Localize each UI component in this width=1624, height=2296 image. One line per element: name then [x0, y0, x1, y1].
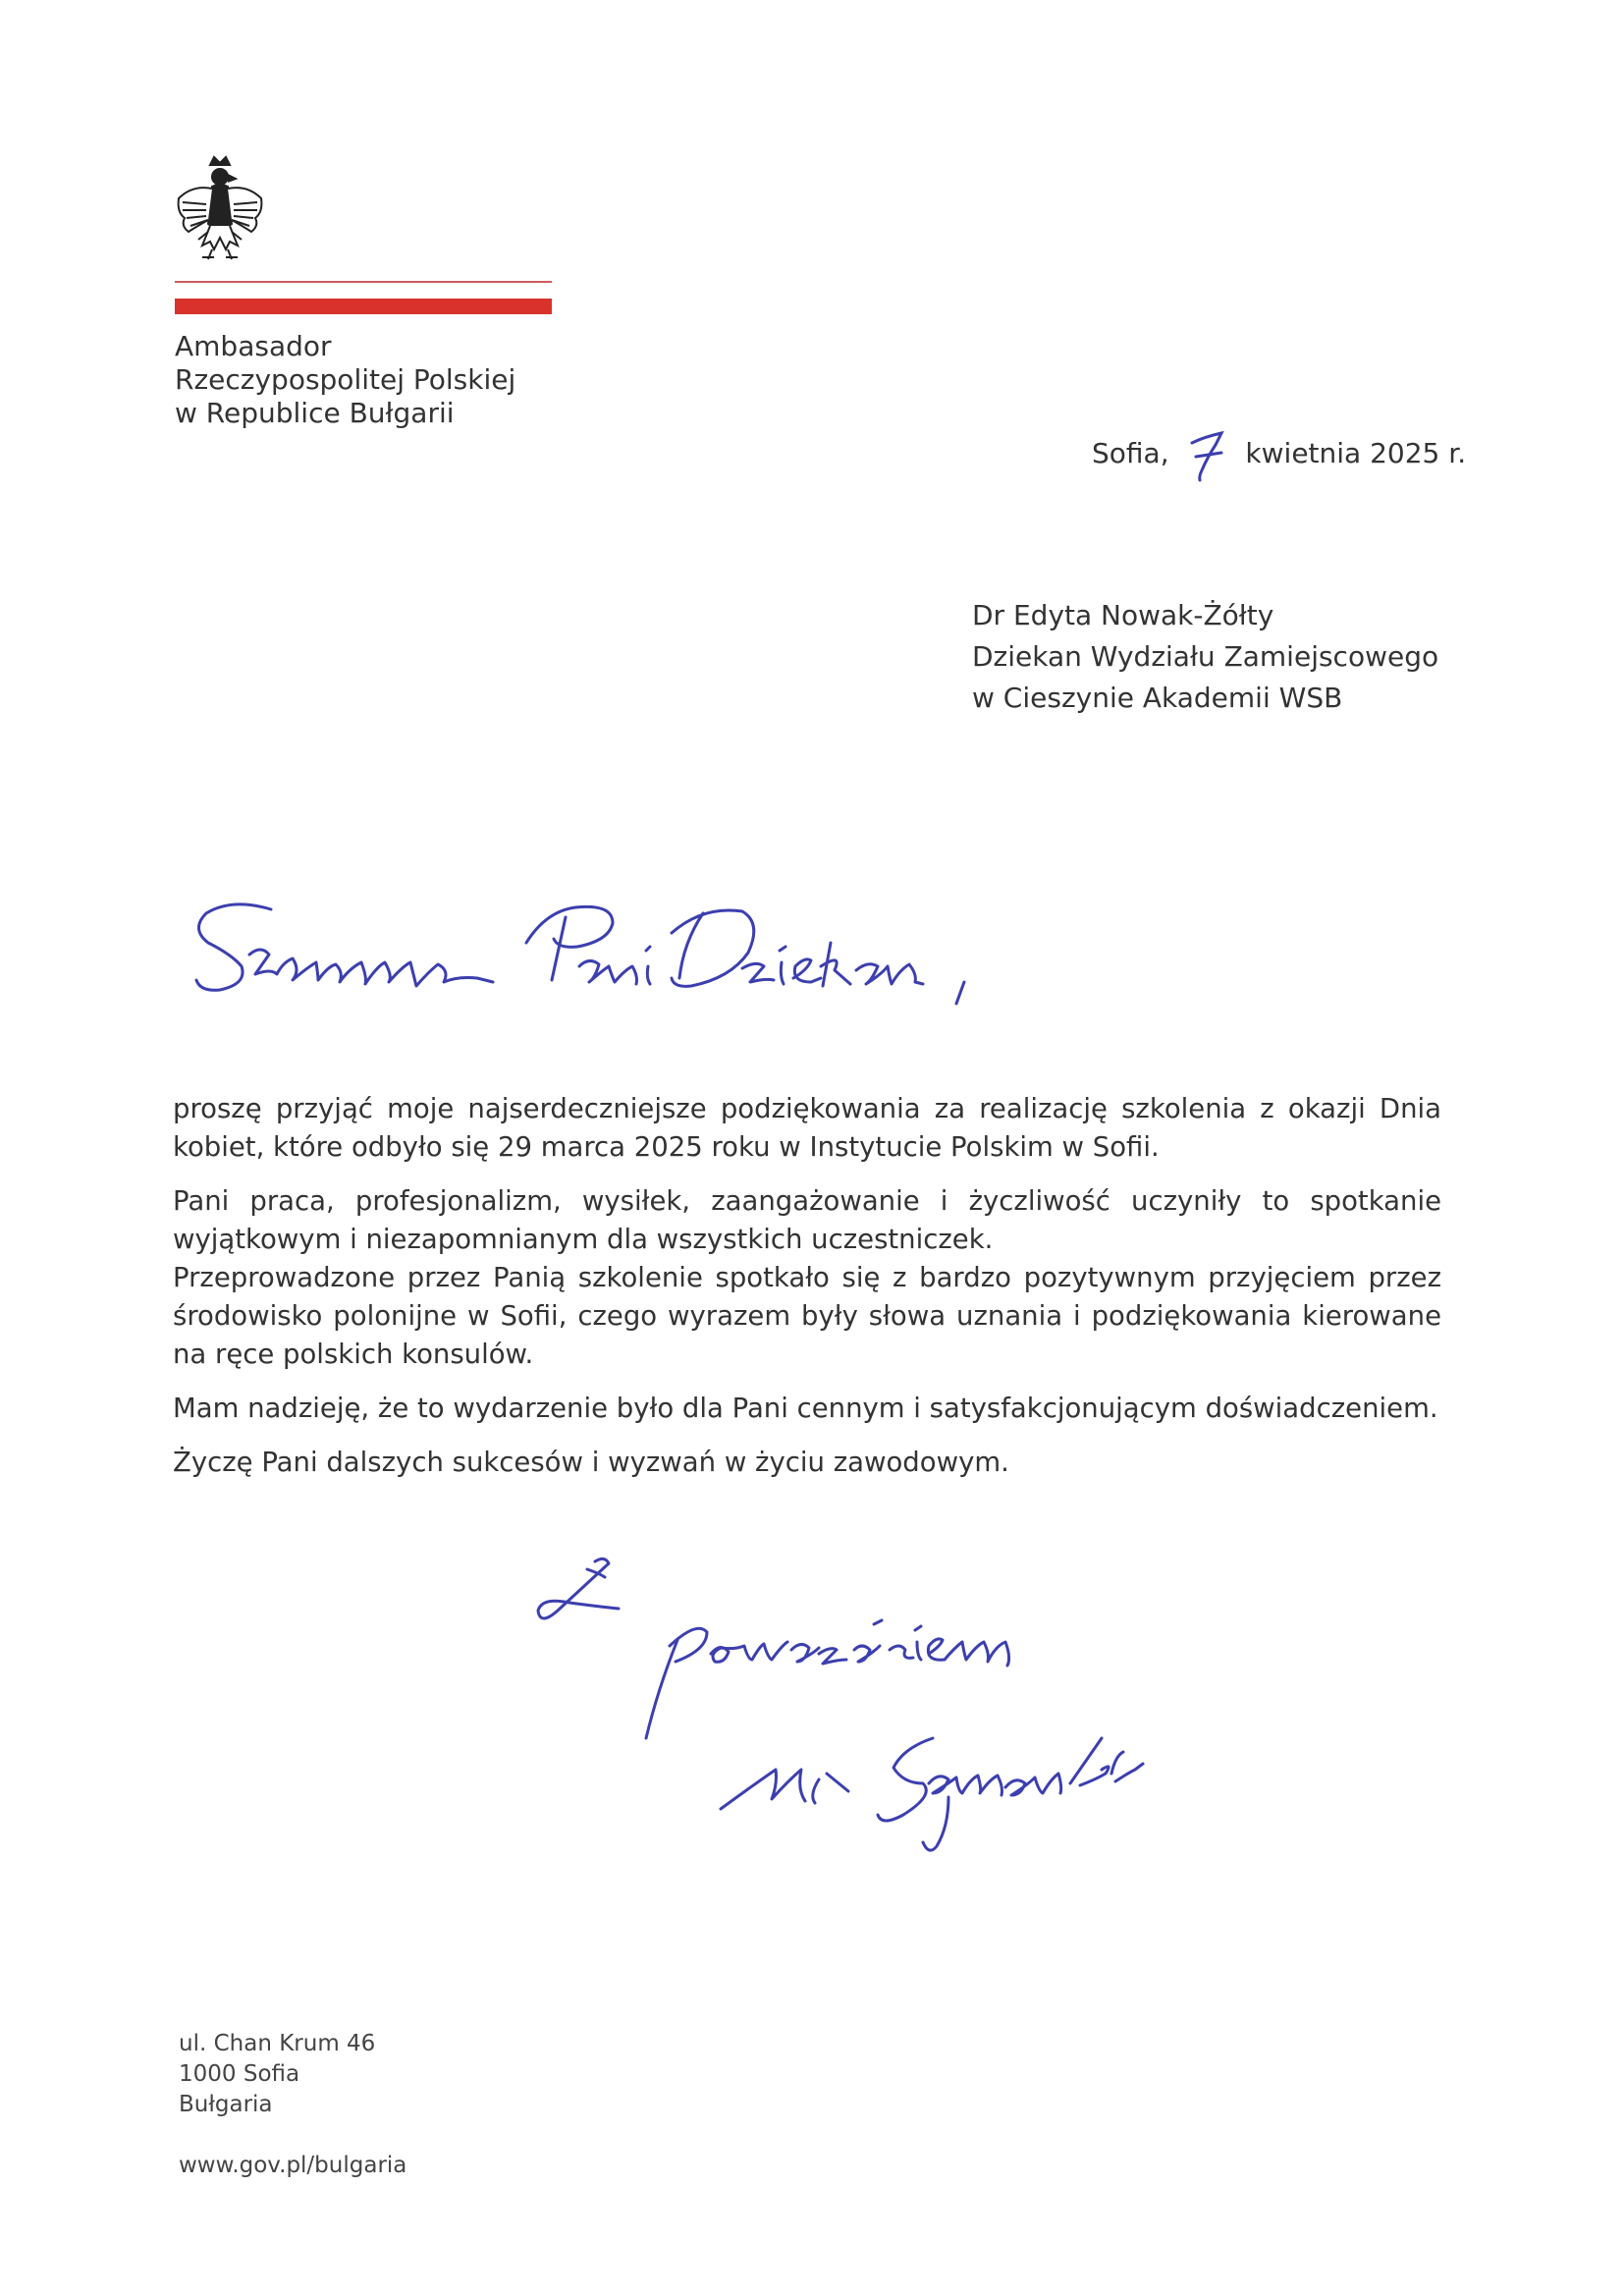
date-city: Sofia,	[1092, 437, 1169, 469]
date-day-handwritten	[1178, 435, 1237, 474]
address-line: ul. Chan Krum 46	[179, 2031, 376, 2056]
letter-date	[1092, 434, 1466, 474]
recipient-line: w Cieszynie Akademii WSB	[972, 682, 1343, 714]
recipient-block	[972, 595, 1438, 719]
body-paragraph: proszę przyjąć moje najserdeczniejsze podziękowania za realizację szkolenia z okazji Dnia kobiet, które odbyło się 29 marca 2025 roku w Instytucie Polskim w Sofii.	[173, 1093, 1441, 1163]
handwritten-salutation	[192, 884, 998, 1031]
sender-line: Ambasador	[175, 330, 332, 362]
address-line: 1000 Sofia	[179, 2061, 300, 2087]
address-line: Bułgaria	[179, 2092, 273, 2117]
body-paragraph: Przeprowadzone przez Panią szkolenie spotkało się z bardzo pozytywnym przyjęciem przez środowisko polonijne w Sofii, czego wyrazem były słowa uznania i podziękowania kierowane na ręce polskich konsulów.	[173, 1262, 1441, 1370]
body-paragraph: Życzę Pani dalszych sukcesów i wyzwań w życiu zawodowym.	[173, 1447, 1009, 1478]
polish-eagle-emblem-icon	[173, 155, 267, 265]
sender-line: w Republice Bułgarii	[175, 397, 455, 429]
sender-line: Rzeczypospolitej Polskiej	[175, 363, 516, 396]
recipient-line: Dziekan Wydziału Zamiejscowego	[972, 640, 1439, 673]
letter-body	[173, 1090, 1441, 1482]
sender-block	[175, 330, 515, 430]
letterhead-red-band	[175, 299, 552, 314]
body-paragraph: Pani praca, profesjonalizm, wysiłek, zaangażowanie i życzliwość uczyniły to spotkanie wyjątkowym i niezapomnianym dla wszystkich uczestniczek.	[173, 1185, 1441, 1255]
body-paragraph: Mam nadzieję, że to wydarzenie było dla Pani cennym i satysfakcjonującym doświadczeniem.	[173, 1393, 1438, 1424]
handwritten-closing	[511, 1552, 1316, 1866]
footer-website-link[interactable]: www.gov.pl/bulgaria	[179, 2153, 407, 2178]
date-rest: kwietnia 2025 r.	[1245, 437, 1467, 469]
recipient-line: Dr Edyta Nowak-Żółty	[972, 599, 1274, 631]
letterhead-divider-line	[175, 281, 552, 283]
footer-address	[179, 2029, 375, 2120]
